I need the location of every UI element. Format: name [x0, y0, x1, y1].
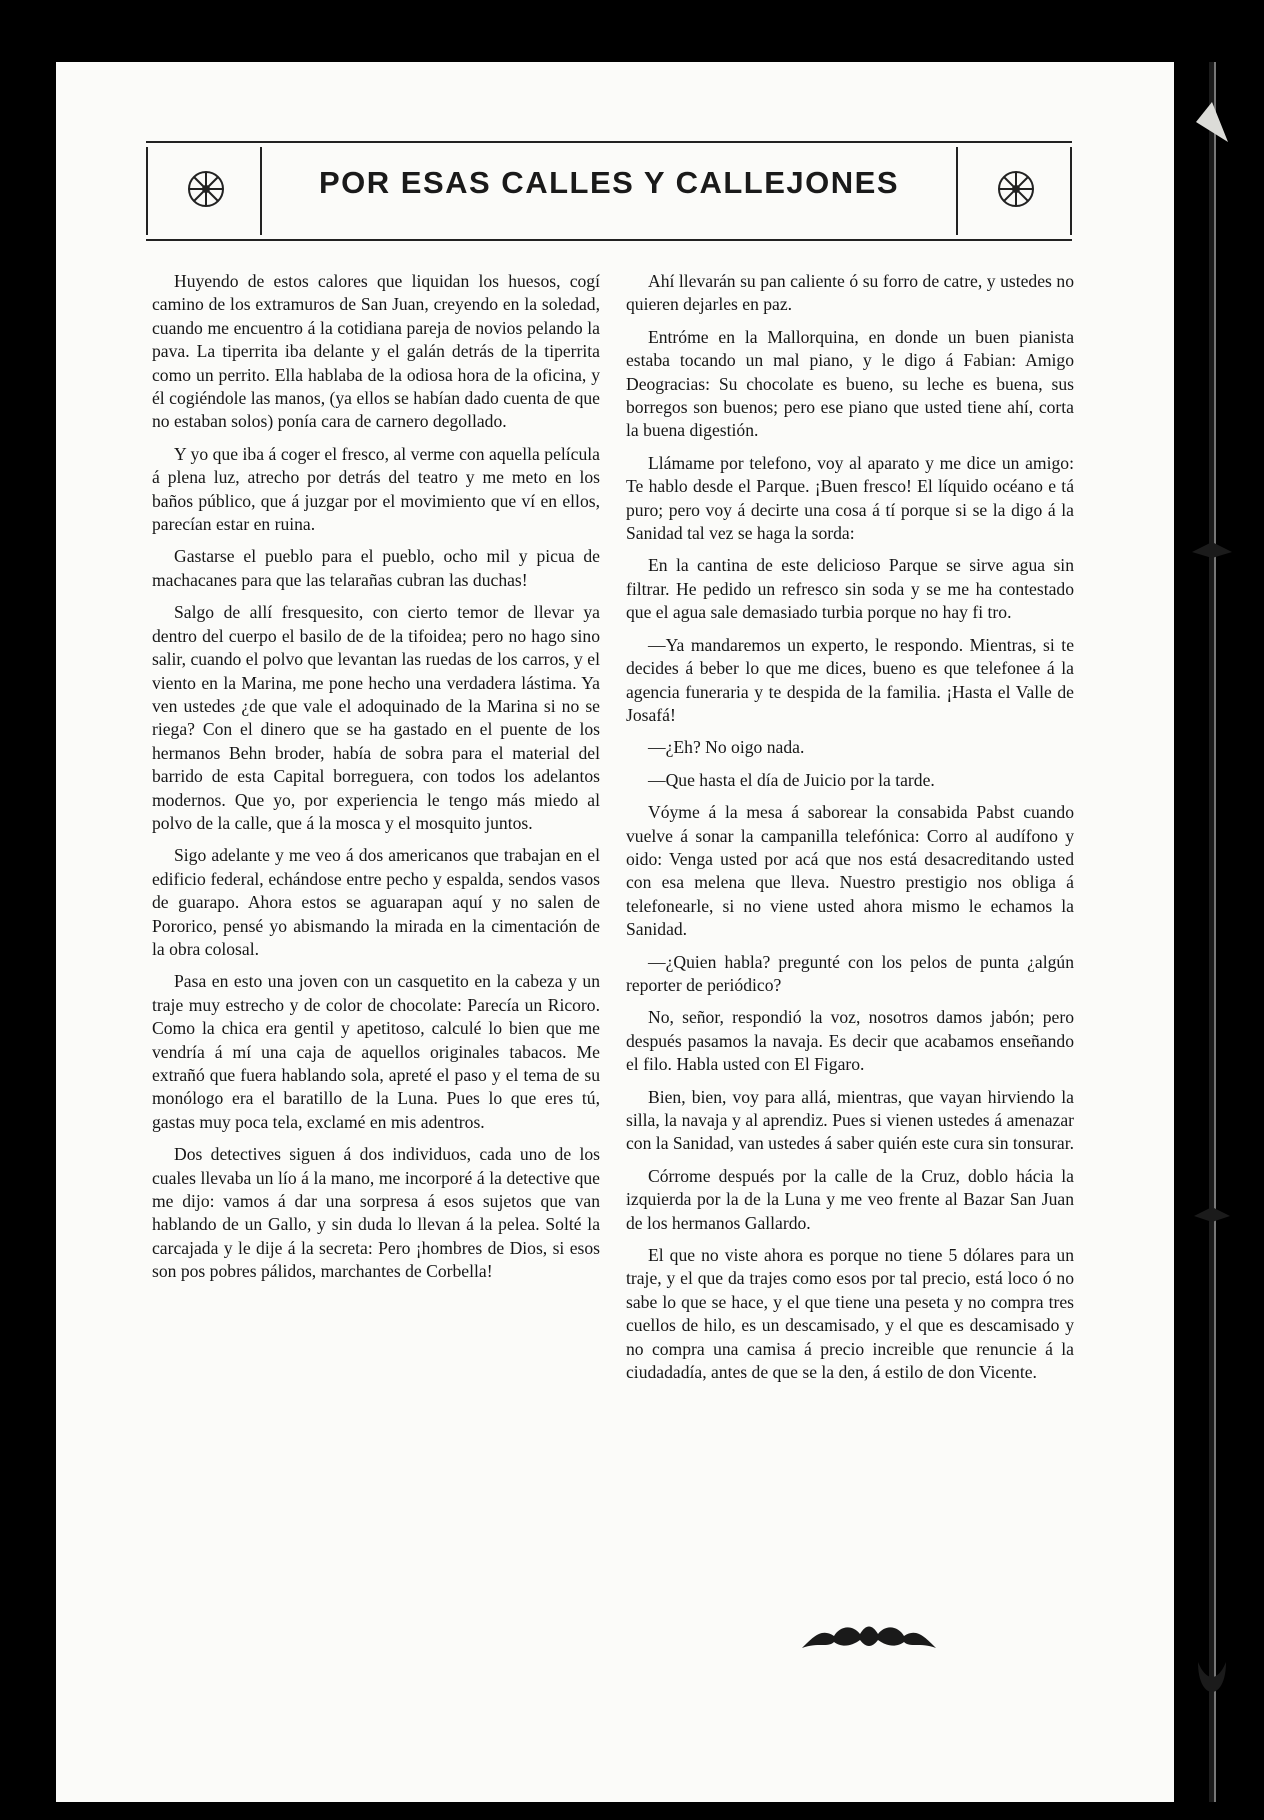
title-box-left	[146, 147, 262, 235]
page-title: POR ESAS CALLES Y CALLEJONES	[318, 165, 900, 200]
paragraph: Bien, bien, voy para allá, mientras, que vayan hirviendo la silla, la navaja y al aprendiz. Pues si vienen ustedes á amenazar con la Sanidad, van ustedes á saber quién este cura sin tonsurar.	[626, 1086, 1075, 1154]
paragraph: Huyendo de estos calores que liquidan los huesos, cogí camino de los extramuros de San Juan, creyendo en la soledad, cuando me encuentro á la cotidiana pareja de novios pelando la pava. La tiperrita iba delante y el galán detrás de la tiperrita como un perrito. Ella hablaba de la odiosa hora de la oficina, y él cogiéndole las manos, (ya ellos se habían dado cuenta de que no estaban solos) ponía cara de carnero degollado.	[152, 271, 600, 432]
paragraph: Llámame por telefono, voy al aparato y me dice un amigo: Te hablo desde el Parque. ¡Buen fresco! El líquido océano e tá puro; pero voy á decirte una cosa á tí porque si se la digo á la Sanidad tal vez se haga la sorda:	[626, 452, 1074, 544]
paragraph: Y yo que iba á coger el fresco, al verme con aquella película á plena luz, atrecho por detrás del teatro y me meto en los baños público, que á juzgar por el movimiento que ví en ellos, parecían estar en ruina.	[152, 443, 600, 535]
paragraph: —¿Quien habla? pregunté con los pelos de punta ¿algún reporter de periódico?	[626, 951, 1074, 995]
title-box-right	[956, 147, 1072, 235]
paragraph: Vóyme á la mesa á saborear la consabida Pabst cuando vuelve á sonar la campanilla telefónica: Corro al audífono y oido: Venga usted por acá que nos está desacreditando usted con esa melena que lleva. Nuestro prestigio nos obliga á telefonearle, si no viene usted ahora mismo le echamos la Sanidad.	[626, 802, 1074, 940]
paragraph: El que no viste ahora es porque no tiene 5 dólares para un traje, y el que da trajes como esos por tal precio, está loco ó no sabe lo que se hace, y el que tiene una peseta y no compra tres cuellos de hilo, es un descamisado, y el que es descamisado y no compra una camisa á precio increible que renuncie á la ciudadadía, antes de que se la den, á estilo de don Vicente.	[626, 1245, 1074, 1383]
paragraph: —Que hasta el día de Juicio por la tarde.	[648, 769, 935, 790]
rosette-icon	[186, 169, 226, 209]
paragraph: No, señor, respondió la voz, nosotros damos jabón; pero después pasamos la navaja. Es decir que acabamos enseñando el filo. Habla usted con El Figaro.	[626, 1007, 1074, 1075]
paragraph: —¿Eh? No oigo nada.	[648, 737, 805, 758]
right-column	[626, 270, 1074, 1393]
paragraph: Córrome después por la calle de la Cruz, doblo hácia la izquierda por la de la Luna y me veo frente al Bazar San Juan de los hermanos Gallardo.	[626, 1165, 1074, 1233]
paragraph: Pasa en esto una joven con un casquetito en la cabeza y un traje muy estrecho y de color de chocolate: Parecía un Ricoro. Como la chica era gentil y apetitoso, calculé lo bien que me vendría á mí una caja de aquellos originales tabacos. Me extrañó que fuera hablando sola, apreté el paso y el tema de su monólogo era el baratillo de la Luna. Pues lo que eres tú, gastas muy poca tela, exclamé en mis adentros.	[152, 971, 600, 1132]
bat-ornament-icon	[800, 1618, 938, 1654]
rosette-icon	[996, 169, 1036, 209]
paragraph: Salgo de allí fresquesito, con cierto temor de llevar ya dentro del cuerpo el basilo de de la tifoidea; pero no hago sino salir, cuando el polvo que levantan las ruedas de los carros, y el viento en la Marina, me pone hecho una verdadera lástima. Ya ven ustedes ¿de que vale el adoquinado de la Marina si no se riega? Con el dinero que se ha gastado en el puente de los hermanos Behn broder, había de sobra para el material del barrido de esta Capital borreguera, con todos los adelantos modernos. Que yo, por experiencia le tengo más miedo al polvo de la calle, que á la mosca y el mosquito juntos.	[152, 602, 600, 833]
title-banner	[146, 141, 1072, 241]
paragraph: Sigo adelante y me veo á dos americanos que trabajan en el edificio federal, echándose entre pecho y espalda, sendos vasos de guarapo. Ahora estos se aguarapan aquí y no salen de Pororico, pensé yo abismando la mirada en la cimentación de la obra colosal.	[152, 845, 600, 959]
paragraph: En la cantina de este delicioso Parque se sirve agua sin filtrar. He pedido un refresco sin soda y se me ha contestado que el agua sale demasiado turbia porque no hay fi tro.	[626, 555, 1074, 623]
left-column	[152, 270, 600, 1293]
paragraph: Ahí llevarán su pan caliente ó su forro de catre, y ustedes no quieren dejarles en paz.	[626, 271, 1074, 315]
paragraph: —Ya mandaremos un experto, le respondo. Mientras, si te decides á beber lo que me dices, bueno es que telefonee á la agencia funeraria y te despida de la familia. ¡Hasta el Valle de Josafá!	[626, 634, 1074, 725]
paragraph: Dos detectives siguen á dos individuos, cada uno de los cuales llevaba un lío á la mano, me incorporé á la detective que me dijo: vamos á dar una sorpresa á esos sujetos que van hablando de un Gallo, y sin duda lo llevan á la pelea. Solté la carcajada y le dije á la secreta: Pero ¡hombres de Dios, si esos son pos pobres pálidos, marchantes de Corbella!	[152, 1144, 600, 1282]
vine-border	[1188, 62, 1236, 1802]
paragraph: Gastarse el pueblo para el pueblo, ocho mil y picua de machacanes para que las telarañas cubran las duchas!	[152, 546, 600, 590]
paragraph: Entróme en la Mallorquina, en donde un buen pianista estaba tocando un mal piano, y le digo á Fabian: Amigo Deogracias: Su chocolate es bueno, su leche es buena, sus borregos son buenos; pero ese piano que usted tiene ahí, corta la buena digestión.	[626, 326, 1074, 441]
